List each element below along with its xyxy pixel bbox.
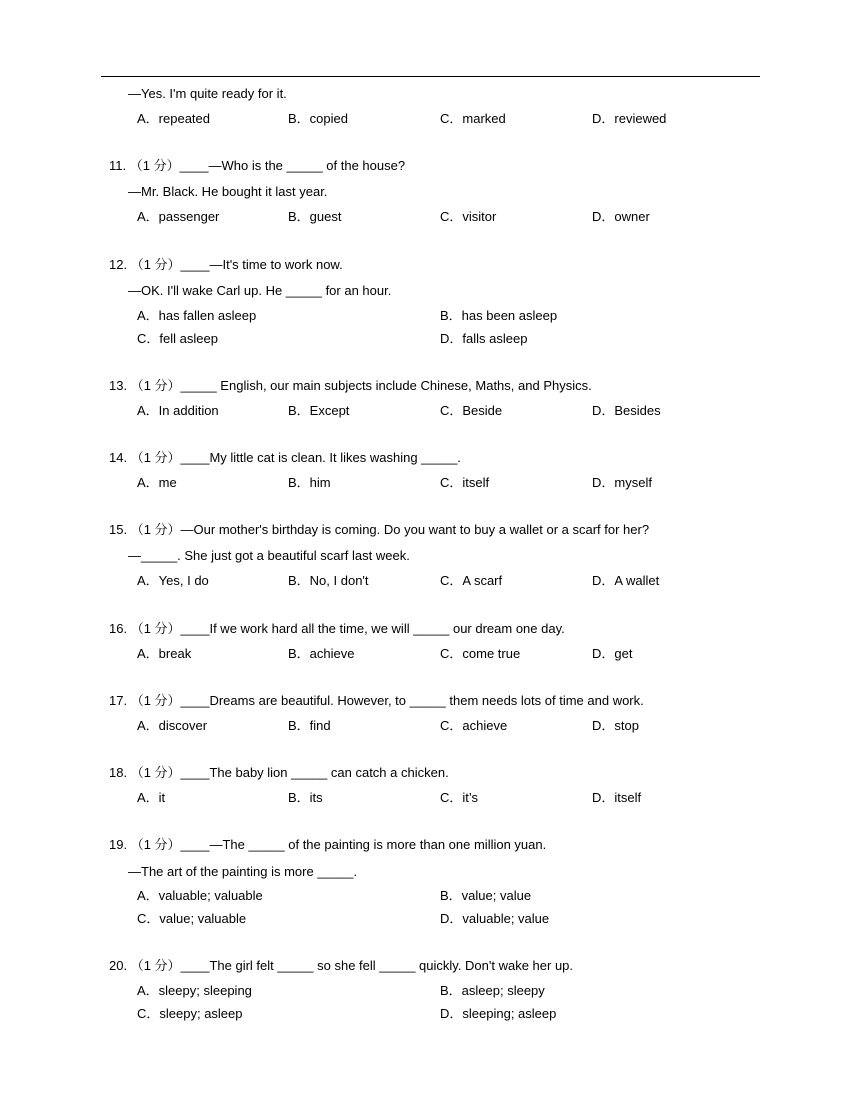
option-text: stop xyxy=(614,718,639,733)
option-text: Beside xyxy=(462,403,503,418)
question-19-dialogue: —The art of the painting is more _____. xyxy=(128,864,358,879)
question-11-option-a[interactable] xyxy=(137,209,219,225)
question-16-option-d[interactable] xyxy=(592,646,632,662)
question-12-option-a[interactable] xyxy=(137,308,256,324)
partial-option-c[interactable] xyxy=(440,111,506,127)
option-text: guest xyxy=(309,209,342,224)
option-text: him xyxy=(309,475,331,490)
option-letter: B． xyxy=(288,573,310,588)
question-12-stem xyxy=(109,257,343,273)
question-15-stem xyxy=(109,522,649,538)
option-text: copied xyxy=(309,111,348,126)
question-15-option-d[interactable] xyxy=(592,573,659,589)
option-letter: B． xyxy=(440,888,462,903)
question-11-dialogue: —Mr. Black. He bought it last year. xyxy=(128,184,328,199)
question-16-option-b[interactable] xyxy=(288,646,354,662)
question-15-dialogue: —_____. She just got a beautiful scarf last week. xyxy=(128,548,410,563)
header-rule xyxy=(101,76,760,77)
question-15-option-c[interactable] xyxy=(440,573,502,589)
option-text: break xyxy=(158,646,192,661)
option-letter: C． xyxy=(137,911,160,926)
question-text: ____—The _____ of the painting is more than one million yuan. xyxy=(180,837,547,852)
question-score: （1 分） xyxy=(129,158,180,173)
option-letter: C． xyxy=(137,1006,160,1021)
option-letter: D． xyxy=(592,790,615,805)
question-text: ____My little cat is clean. It likes washing _____. xyxy=(180,450,461,465)
option-letter: B． xyxy=(440,308,462,323)
question-score: （1 分） xyxy=(130,450,181,465)
question-15-option-a[interactable] xyxy=(137,573,209,589)
question-15-option-b[interactable] xyxy=(288,573,369,589)
question-score: （1 分） xyxy=(130,621,181,636)
question-16-option-a[interactable] xyxy=(137,646,191,662)
question-number: 14. xyxy=(109,450,128,465)
option-letter: A． xyxy=(137,573,159,588)
option-letter: C． xyxy=(440,573,463,588)
option-text: fell asleep xyxy=(159,331,218,346)
question-number: 20. xyxy=(109,958,128,973)
option-text: A wallet xyxy=(614,573,660,588)
question-number: 11. xyxy=(109,158,127,173)
question-17-option-a[interactable] xyxy=(137,718,207,734)
option-text: discover xyxy=(158,718,208,733)
option-letter: A． xyxy=(137,888,159,903)
option-letter: D． xyxy=(592,475,615,490)
option-text: myself xyxy=(614,475,652,490)
option-text: it’s xyxy=(462,790,479,805)
question-14-option-b[interactable] xyxy=(288,475,331,491)
partial-option-d[interactable] xyxy=(592,111,666,127)
option-letter: D． xyxy=(592,573,615,588)
option-text: its xyxy=(309,790,323,805)
question-17-option-b[interactable] xyxy=(288,718,331,734)
option-letter: B． xyxy=(288,646,310,661)
option-letter: B． xyxy=(288,718,310,733)
option-text: visitor xyxy=(462,209,497,224)
option-text: value; valuable xyxy=(159,911,247,926)
option-letter: B． xyxy=(288,111,310,126)
option-text: has fallen asleep xyxy=(158,308,257,323)
question-text: ____Dreams are beautiful. However, to _____ them needs lots of time and work. xyxy=(180,693,644,708)
question-17-stem xyxy=(109,693,644,709)
question-12-dialogue: —OK. I'll wake Carl up. He _____ for an hour. xyxy=(128,283,392,298)
question-number: 12. xyxy=(109,257,128,272)
question-18-option-a[interactable] xyxy=(137,790,165,806)
question-13-option-c[interactable] xyxy=(440,403,502,419)
question-19-option-b[interactable] xyxy=(440,888,531,904)
question-11-option-c[interactable] xyxy=(440,209,496,225)
option-text: passenger xyxy=(158,209,220,224)
option-letter: B． xyxy=(288,475,310,490)
option-letter: A． xyxy=(137,718,159,733)
option-letter: D． xyxy=(440,331,463,346)
option-letter: C． xyxy=(440,209,463,224)
question-14-stem xyxy=(109,450,461,466)
question-13-option-a[interactable] xyxy=(137,403,219,419)
option-text: Besides xyxy=(614,403,661,418)
question-12-option-c[interactable] xyxy=(137,331,218,347)
option-text: value; value xyxy=(461,888,532,903)
option-text: achieve xyxy=(309,646,355,661)
question-number: 13. xyxy=(109,378,128,393)
question-14-option-a[interactable] xyxy=(137,475,177,491)
option-letter: D． xyxy=(592,209,615,224)
option-text: No, I don't xyxy=(309,573,369,588)
option-text: sleepy; sleeping xyxy=(158,983,252,998)
question-number: 18. xyxy=(109,765,128,780)
option-letter: C． xyxy=(440,718,463,733)
question-18-stem xyxy=(109,765,449,781)
question-12-option-b[interactable] xyxy=(440,308,557,324)
question-text: ____—It's time to work now. xyxy=(180,257,343,272)
question-18-option-b[interactable] xyxy=(288,790,323,806)
option-letter: A． xyxy=(137,111,159,126)
option-text: itself xyxy=(462,475,490,490)
partial-option-b[interactable] xyxy=(288,111,348,127)
option-letter: A． xyxy=(137,209,159,224)
option-text: get xyxy=(614,646,633,661)
question-13-option-b[interactable] xyxy=(288,403,349,419)
option-letter: C． xyxy=(440,403,463,418)
option-letter: D． xyxy=(592,718,615,733)
option-text: has been asleep xyxy=(461,308,558,323)
option-letter: C． xyxy=(440,790,463,805)
question-11-option-b[interactable] xyxy=(288,209,341,225)
option-letter: A． xyxy=(137,983,159,998)
question-18-option-d[interactable] xyxy=(592,790,641,806)
question-text: ____The baby lion _____ can catch a chicken. xyxy=(180,765,449,780)
question-14-option-d[interactable] xyxy=(592,475,652,491)
question-13-option-d[interactable] xyxy=(592,403,661,419)
question-text: —Our mother's birthday is coming. Do you want to buy a wallet or a scarf for her? xyxy=(180,522,650,537)
option-letter: D． xyxy=(440,911,463,926)
option-text: owner xyxy=(614,209,650,224)
question-score: （1 分） xyxy=(130,378,181,393)
option-text: marked xyxy=(462,111,506,126)
question-number: 17. xyxy=(109,693,128,708)
question-12-option-d[interactable] xyxy=(440,331,527,347)
option-text: Except xyxy=(309,403,350,418)
question-text: ____The girl felt _____ so she fell _____ quickly. Don't wake her up. xyxy=(180,958,574,973)
question-19-option-c[interactable] xyxy=(137,911,246,927)
option-text: reviewed xyxy=(614,111,667,126)
question-18-option-c[interactable] xyxy=(440,790,478,806)
option-text: sleepy; asleep xyxy=(159,1006,243,1021)
question-16-stem xyxy=(109,621,565,637)
question-20-option-a[interactable] xyxy=(137,983,252,999)
question-13-stem xyxy=(109,378,592,394)
question-number: 19. xyxy=(109,837,128,852)
option-text: sleeping; asleep xyxy=(462,1006,557,1021)
option-letter: C． xyxy=(440,111,463,126)
option-letter: C． xyxy=(137,331,160,346)
question-17-option-d[interactable] xyxy=(592,718,639,734)
question-17-option-c[interactable] xyxy=(440,718,507,734)
question-20-stem xyxy=(109,958,573,974)
option-text: asleep; sleepy xyxy=(461,983,545,998)
question-11-option-d[interactable] xyxy=(592,209,650,225)
option-letter: A． xyxy=(137,790,159,805)
option-letter: B． xyxy=(288,790,310,805)
question-score: （1 分） xyxy=(130,765,181,780)
option-text: falls asleep xyxy=(462,331,528,346)
question-score: （1 分） xyxy=(130,958,181,973)
option-letter: D． xyxy=(592,646,615,661)
question-score: （1 分） xyxy=(130,837,181,852)
option-letter: A． xyxy=(137,403,159,418)
option-text: In addition xyxy=(158,403,219,418)
partial-answer-line: —Yes. I'm quite ready for it. xyxy=(128,86,287,101)
option-letter: A． xyxy=(137,475,159,490)
question-text: ____If we work hard all the time, we will _____ our dream one day. xyxy=(180,621,565,636)
question-score: （1 分） xyxy=(130,522,181,537)
option-text: find xyxy=(309,718,331,733)
question-19-option-a[interactable] xyxy=(137,888,263,904)
question-20-option-b[interactable] xyxy=(440,983,545,999)
option-letter: C． xyxy=(440,646,463,661)
option-text: it xyxy=(158,790,166,805)
question-score: （1 分） xyxy=(130,693,181,708)
option-text: me xyxy=(158,475,177,490)
option-letter: A． xyxy=(137,646,159,661)
option-letter: B． xyxy=(288,403,310,418)
question-score: （1 分） xyxy=(130,257,181,272)
question-14-option-c[interactable] xyxy=(440,475,489,491)
option-letter: D． xyxy=(440,1006,463,1021)
question-16-option-c[interactable] xyxy=(440,646,520,662)
question-20-option-d[interactable] xyxy=(440,1006,556,1022)
question-11-stem xyxy=(109,158,405,174)
option-letter: D． xyxy=(592,403,615,418)
option-letter: B． xyxy=(440,983,462,998)
question-number: 15. xyxy=(109,522,128,537)
option-text: achieve xyxy=(462,718,508,733)
question-19-stem xyxy=(109,837,546,853)
question-text: ____—Who is the _____ of the house? xyxy=(179,158,406,173)
option-letter: C． xyxy=(440,475,463,490)
option-text: valuable; value xyxy=(462,911,550,926)
question-text: _____ English, our main subjects include Chinese, Maths, and Physics. xyxy=(180,378,592,393)
option-letter: D． xyxy=(592,111,615,126)
option-text: itself xyxy=(614,790,642,805)
option-text: valuable; valuable xyxy=(158,888,263,903)
partial-option-a[interactable] xyxy=(137,111,210,127)
option-text: Yes, I do xyxy=(158,573,209,588)
option-text: A scarf xyxy=(462,573,503,588)
option-text: repeated xyxy=(158,111,210,126)
option-letter: B． xyxy=(288,209,310,224)
option-letter: A． xyxy=(137,308,159,323)
question-20-option-c[interactable] xyxy=(137,1006,243,1022)
question-number: 16. xyxy=(109,621,128,636)
question-19-option-d[interactable] xyxy=(440,911,549,927)
option-text: come true xyxy=(462,646,521,661)
